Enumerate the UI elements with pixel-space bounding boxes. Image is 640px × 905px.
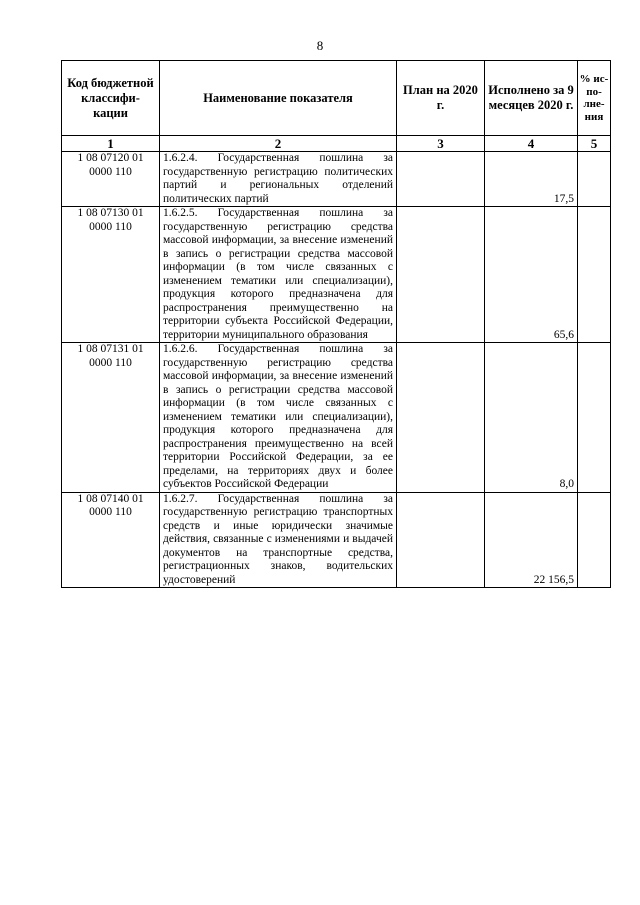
table-row [62, 207, 611, 343]
indicator-name: 1.6.2.5. Государственная пошлина за государственную регистрацию средства массовой информации, за внесение изменений в запись о регистрации средства массовой информации (в том числе связанных с изменением тематики или специализации), продукция которого предназначена для распространения преимущественно на территории субъекта Российской Федерации, территории муниципального образования [160, 207, 397, 343]
executed-value: 17,5 [485, 152, 578, 207]
budget-code: 1 08 07131 01 0000 110 [62, 343, 160, 493]
budget-code: 1 08 07140 01 0000 110 [62, 492, 160, 588]
executed-value: 65,6 [485, 207, 578, 343]
indicator-name: 1.6.2.7. Государственная пошлина за государственную регистрацию транспортных средств и иные юридически значимые действия, связанные с изменениями и выдачей документов на транспортные средства, регистрационных знаков, водительских удостоверений [160, 492, 397, 588]
table-header-row [62, 61, 611, 136]
executed-value: 8,0 [485, 343, 578, 493]
plan-value [397, 152, 485, 207]
column-number: 5 [578, 136, 611, 152]
column-number: 2 [160, 136, 397, 152]
column-number: 1 [62, 136, 160, 152]
table-row [62, 152, 611, 207]
indicator-name: 1.6.2.4. Государственная пошлина за государственную регистрацию политических партий и региональных отделений политических партий [160, 152, 397, 207]
plan-value [397, 343, 485, 493]
column-number: 4 [485, 136, 578, 152]
budget-code: 1 08 07120 01 0000 110 [62, 152, 160, 207]
header-percent: % ис-по-лне-ния [578, 61, 611, 136]
header-name: Наименование показателя [160, 61, 397, 136]
header-plan: План на 2020 г. [397, 61, 485, 136]
header-executed: Исполнено за 9 месяцев 2020 г. [485, 61, 578, 136]
budget-code: 1 08 07130 01 0000 110 [62, 207, 160, 343]
table-row [62, 492, 611, 588]
budget-table [61, 60, 611, 588]
plan-value [397, 492, 485, 588]
header-code: Код бюджетной классифи-кации [62, 61, 160, 136]
percent-value [578, 207, 611, 343]
indicator-name: 1.6.2.6. Государственная пошлина за государственную регистрацию средства массовой информации, за внесение изменений в запись о регистрации средства массовой информации (в том числе связанных с изменением тематики или специализации), продукция которого предназначена для распространения преимущественно на всей территории Российской Федерации, за ее пределами, на территориях двух и более субъектов Российской Федерации [160, 343, 397, 493]
plan-value [397, 207, 485, 343]
percent-value [578, 343, 611, 493]
column-number-row [62, 136, 611, 152]
percent-value [578, 492, 611, 588]
table-row [62, 343, 611, 493]
page-number: 8 [316, 38, 324, 53]
column-number: 3 [397, 136, 485, 152]
executed-value: 22 156,5 [485, 492, 578, 588]
percent-value [578, 152, 611, 207]
